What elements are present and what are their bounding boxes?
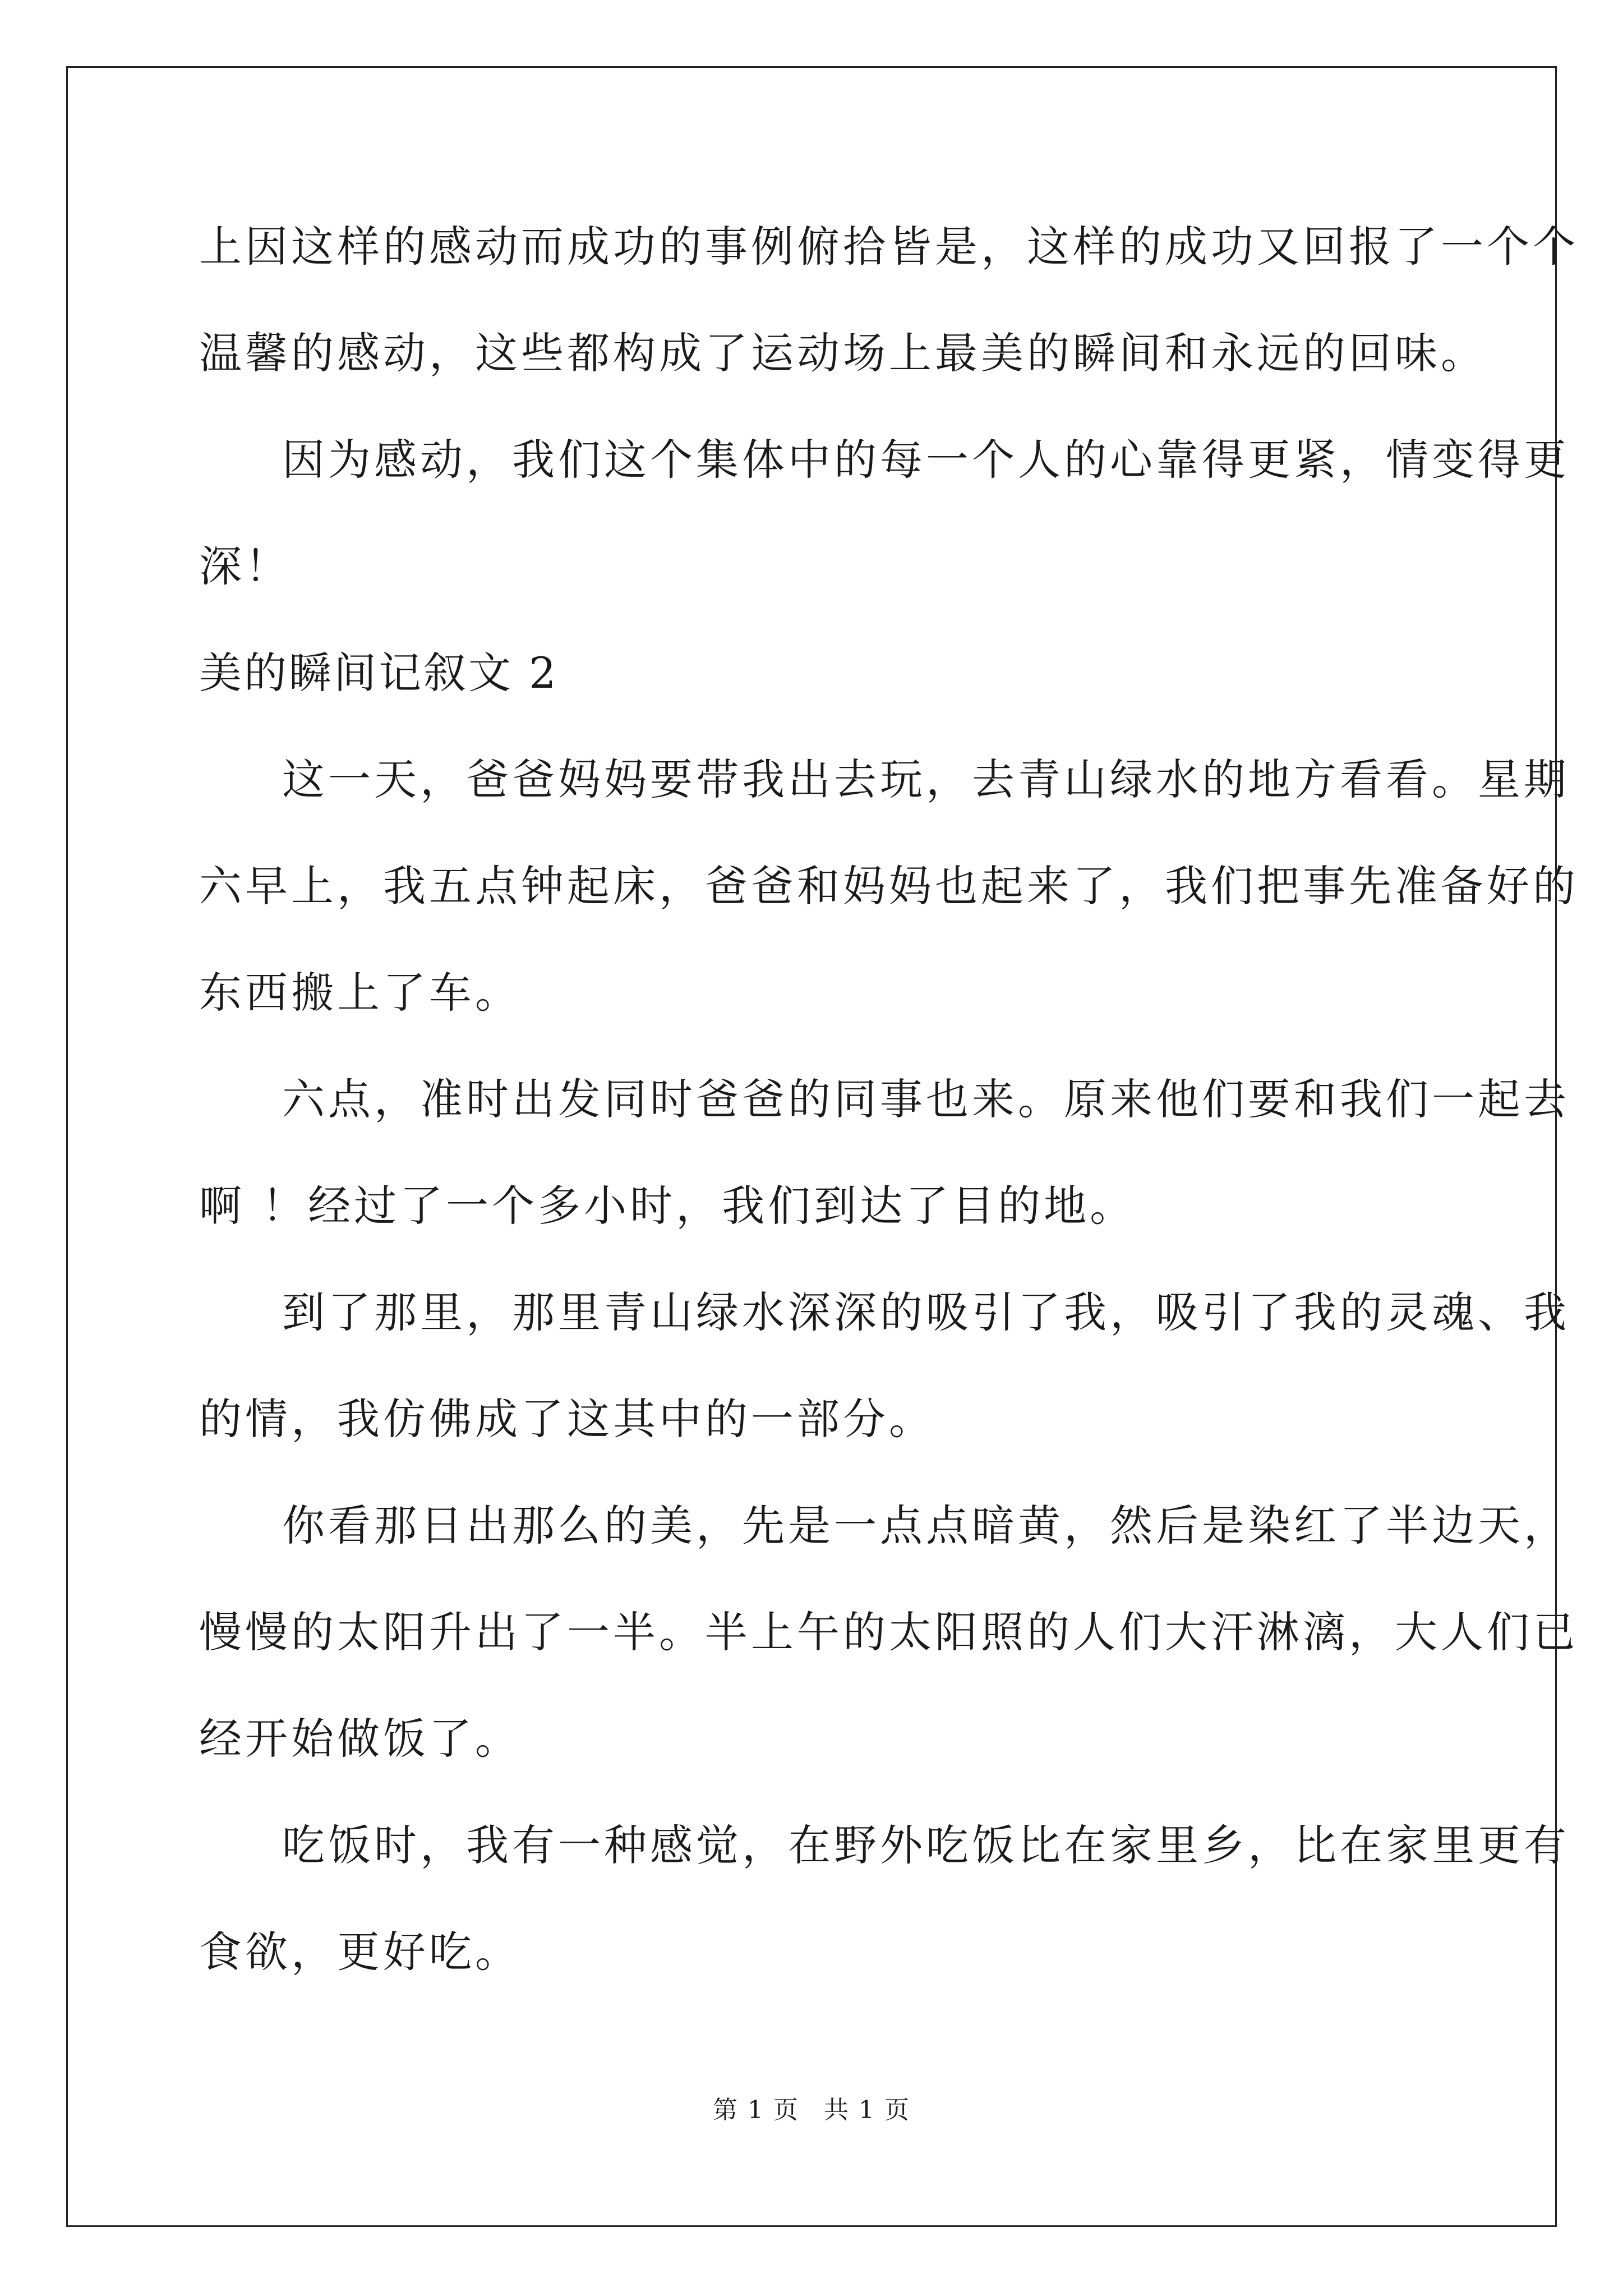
page-total: 共 1 页 — [824, 2096, 910, 2124]
text-line: 经开始做饭了。 — [199, 1714, 521, 1764]
text-line: 上因这样的感动而成功的事例俯拾皆是，这样的成功又回报了一个个 — [199, 222, 1579, 272]
text-line: 的情，我仿佛成了这其中的一部分。 — [199, 1394, 935, 1444]
text-line: 东西搬上了车。 — [199, 968, 521, 1018]
page-number: 第 1 页 — [713, 2096, 799, 2124]
text-line: 你看那日出那么的美，先是一点点暗黄，然后是染红了半边天， — [282, 1501, 1570, 1550]
text-line: 慢慢的太阳升出了一半。半上午的太阳照的人们大汗淋漓，大人们已 — [199, 1607, 1579, 1657]
text-line: 吃饭时，我有一种感觉，在野外吃饭比在家里乡，比在家里更有 — [282, 1820, 1570, 1870]
text-line: 食欲，更好吃。 — [199, 1927, 521, 1977]
text-line: 六点，准时出发同时爸爸的同事也来。原来他们要和我们一起去 — [282, 1074, 1570, 1124]
text-line: 到了那里，那里青山绿水深深的吸引了我，吸引了我的灵魂、我 — [282, 1287, 1570, 1337]
text-line: 啊 ！经过了一个多小时，我们到达了目的地。 — [199, 1181, 1136, 1231]
text-line: 这一天，爸爸妈妈要带我出去玩，去青山绿水的地方看看。星期 — [282, 754, 1570, 804]
text-line: 温馨的感动，这些都构成了运动场上最美的瞬间和永远的回味。 — [199, 328, 1487, 378]
page-footer — [0, 2090, 1623, 2125]
text-line: 六早上，我五点钟起床，爸爸和妈妈也起来了，我们把事先准备好的 — [199, 861, 1579, 911]
document-body — [199, 194, 1579, 2005]
section-heading: 美的瞬间记叙文 2 — [199, 648, 559, 698]
text-line: 深！ — [199, 541, 291, 591]
text-line: 因为感动，我们这个集体中的每一个人的心靠得更紧，情变得更 — [282, 435, 1570, 485]
